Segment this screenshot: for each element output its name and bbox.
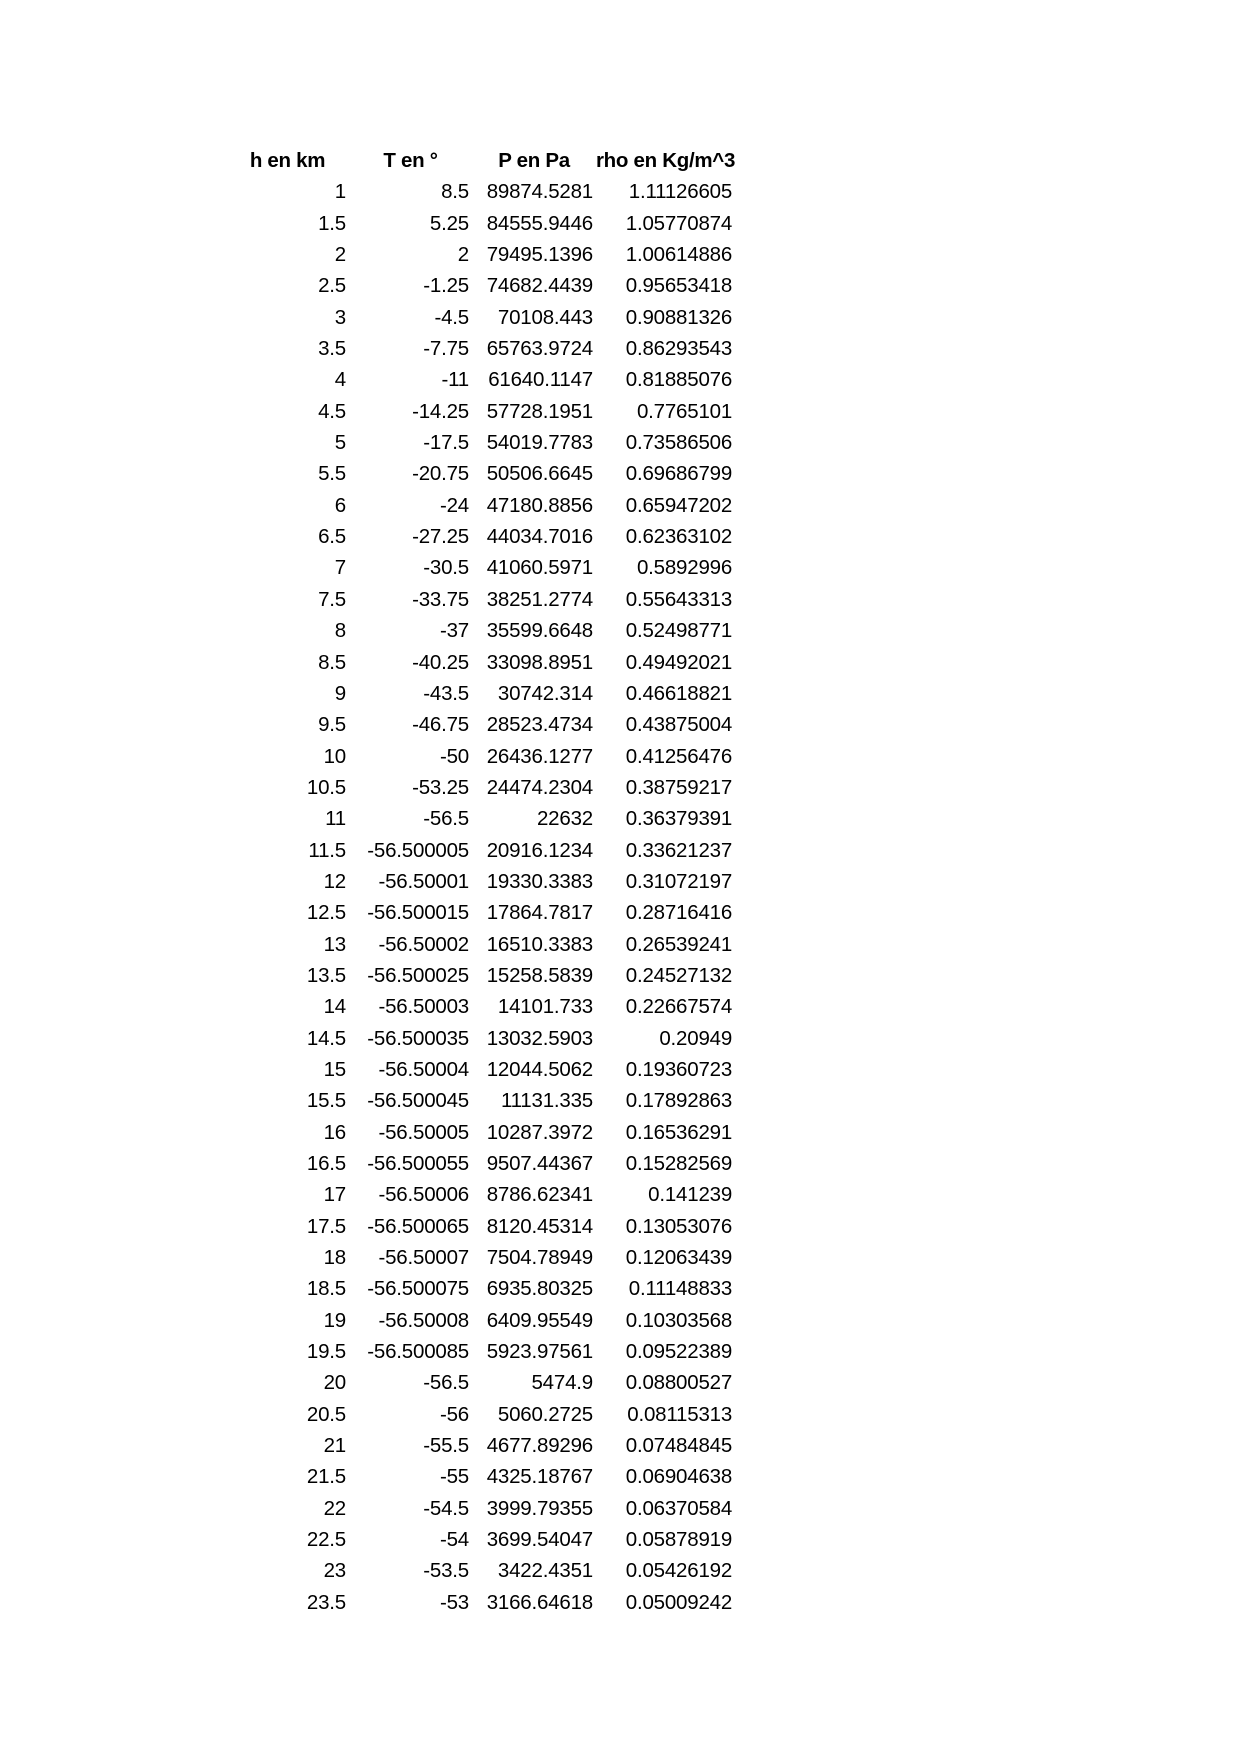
cell-density: 0.05426192 [625, 1559, 733, 1583]
cell-pressure: 5923.97561 [486, 1340, 593, 1364]
cell-pressure: 11131.335 [500, 1089, 593, 1113]
cell-density: 0.5892996 [636, 556, 733, 580]
cell-temperature: -54 [439, 1528, 469, 1552]
cell-temperature: 5.25 [429, 211, 469, 235]
table-row [226, 741, 735, 772]
table-row [226, 364, 735, 395]
table-row [226, 929, 735, 960]
cell-density: 0.49492021 [625, 650, 733, 674]
table-row [226, 1367, 735, 1398]
cell-pressure: 26436.1277 [486, 744, 593, 768]
table-row [226, 1430, 735, 1461]
cell-temperature: -14.25 [412, 399, 469, 423]
cell-density: 0.05878919 [625, 1528, 733, 1552]
cell-temperature: -20.75 [412, 462, 469, 486]
cell-temperature: -56.5 [423, 807, 469, 831]
cell-pressure: 6409.95549 [486, 1308, 593, 1332]
cell-pressure: 10287.3972 [486, 1120, 593, 1144]
table-row [226, 490, 735, 521]
cell-density: 1.11126605 [628, 180, 733, 204]
cell-pressure: 89874.5281 [486, 180, 593, 204]
cell-altitude: 9 [334, 681, 346, 705]
cell-density: 0.05009242 [625, 1590, 733, 1614]
cell-density: 1.05770874 [625, 211, 733, 235]
table-row [226, 772, 735, 803]
table-row [226, 1023, 735, 1054]
table-row [226, 1461, 735, 1492]
table-row [226, 960, 735, 991]
cell-altitude: 1.5 [318, 211, 346, 235]
cell-temperature: 2 [457, 243, 469, 267]
cell-altitude: 23 [323, 1559, 346, 1583]
cell-altitude: 5.5 [318, 462, 346, 486]
cell-temperature: -4.5 [434, 305, 469, 329]
table-row [226, 270, 735, 301]
cell-density: 0.95653418 [625, 274, 733, 298]
cell-density: 0.90881326 [625, 305, 733, 329]
cell-temperature: -56.50008 [378, 1308, 469, 1332]
cell-altitude: 18 [323, 1246, 346, 1270]
cell-altitude: 16 [323, 1120, 346, 1144]
cell-density: 0.36379391 [625, 807, 733, 831]
cell-temperature: -56.5 [423, 1371, 469, 1395]
data-table [226, 145, 735, 1618]
cell-pressure: 65763.9724 [486, 337, 593, 361]
cell-pressure: 3699.54047 [486, 1528, 593, 1552]
cell-density: 0.141239 [648, 1183, 733, 1207]
table-row [226, 1273, 735, 1304]
cell-altitude: 3 [334, 305, 346, 329]
cell-density: 0.62363102 [625, 525, 733, 549]
cell-pressure: 6935.80325 [486, 1277, 593, 1301]
table-row [226, 552, 735, 583]
table-row [226, 991, 735, 1022]
cell-pressure: 4325.18767 [486, 1465, 593, 1489]
cell-temperature: -27.25 [412, 525, 469, 549]
cell-altitude: 11 [325, 807, 346, 831]
cell-pressure: 4677.89296 [486, 1434, 593, 1458]
table-row [226, 1148, 735, 1179]
cell-altitude: 15 [323, 1057, 346, 1081]
cell-temperature: -7.75 [423, 337, 469, 361]
cell-altitude: 4 [334, 368, 346, 392]
header-pressure: P en Pa [498, 149, 570, 172]
table-row [226, 1524, 735, 1555]
cell-temperature: -33.75 [412, 587, 469, 611]
cell-temperature: -11 [441, 368, 469, 392]
cell-pressure: 17864.7817 [486, 901, 593, 925]
cell-temperature: -30.5 [423, 556, 469, 580]
cell-temperature: -55 [439, 1465, 469, 1489]
table-row [226, 521, 735, 552]
cell-density: 0.13053076 [625, 1214, 733, 1238]
cell-altitude: 9.5 [318, 713, 346, 737]
table-row [226, 1555, 735, 1586]
cell-temperature: -37 [439, 619, 469, 643]
table-row [226, 866, 735, 897]
cell-pressure: 50506.6645 [486, 462, 593, 486]
table-row [226, 458, 735, 489]
cell-pressure: 74682.4439 [486, 274, 593, 298]
cell-altitude: 21.5 [306, 1465, 346, 1489]
cell-density: 0.46618821 [625, 681, 733, 705]
cell-altitude: 7 [334, 556, 346, 580]
cell-temperature: -17.5 [423, 431, 469, 455]
cell-temperature: -56.500025 [367, 963, 469, 987]
cell-altitude: 5 [334, 431, 346, 455]
table-row [226, 1493, 735, 1524]
cell-altitude: 6 [334, 493, 346, 517]
table-row [226, 427, 735, 458]
cell-altitude: 8 [334, 619, 346, 643]
cell-temperature: -54.5 [423, 1496, 469, 1520]
cell-pressure: 5060.2725 [497, 1402, 593, 1426]
cell-pressure: 38251.2774 [486, 587, 593, 611]
cell-temperature: -53.25 [412, 775, 469, 799]
table-row [226, 1054, 735, 1085]
cell-density: 0.81885076 [625, 368, 733, 392]
cell-altitude: 12 [323, 869, 346, 893]
cell-temperature: -56.50003 [378, 995, 469, 1019]
header-altitude: h en km [249, 149, 326, 172]
cell-density: 0.12063439 [625, 1246, 733, 1270]
cell-altitude: 19.5 [306, 1340, 346, 1364]
table-row [226, 709, 735, 740]
cell-temperature: -40.25 [412, 650, 469, 674]
cell-altitude: 8.5 [318, 650, 346, 674]
cell-altitude: 7.5 [318, 587, 346, 611]
cell-density: 0.20949 [659, 1026, 733, 1050]
cell-density: 0.7765101 [636, 399, 733, 423]
table-row [226, 1085, 735, 1116]
cell-pressure: 54019.7783 [486, 431, 593, 455]
header-row [226, 145, 735, 176]
cell-altitude: 6.5 [318, 525, 346, 549]
cell-density: 0.43875004 [625, 713, 733, 737]
cell-temperature: -43.5 [423, 681, 469, 705]
cell-altitude: 1 [334, 180, 346, 204]
cell-temperature: -56.50007 [378, 1246, 469, 1270]
table-row [226, 1587, 735, 1618]
table-row [226, 302, 735, 333]
cell-pressure: 35599.6648 [486, 619, 593, 643]
cell-density: 0.33621237 [625, 838, 733, 862]
table-row [226, 803, 735, 834]
cell-altitude: 17.5 [306, 1214, 346, 1238]
table-row [226, 1242, 735, 1273]
cell-temperature: -56.500005 [367, 838, 469, 862]
cell-pressure: 19330.3383 [486, 869, 593, 893]
spreadsheet-page [226, 145, 735, 1618]
cell-altitude: 10 [323, 744, 346, 768]
cell-density: 0.22667574 [625, 995, 733, 1019]
cell-altitude: 19 [323, 1308, 346, 1332]
table-row [226, 208, 735, 239]
cell-temperature: -56.500055 [367, 1152, 469, 1175]
cell-pressure: 3166.64618 [486, 1590, 593, 1614]
cell-density: 0.09522389 [625, 1340, 733, 1364]
cell-pressure: 61640.1147 [488, 368, 593, 392]
cell-pressure: 22632 [536, 807, 593, 831]
cell-altitude: 3.5 [318, 337, 346, 361]
cell-pressure: 15258.5839 [486, 963, 593, 987]
cell-pressure: 24474.2304 [486, 775, 593, 799]
table-row [226, 678, 735, 709]
header-temperature: T en ° [383, 149, 438, 172]
cell-pressure: 20916.1234 [486, 838, 593, 862]
cell-density: 0.52498771 [625, 619, 733, 643]
cell-density: 0.69686799 [625, 462, 733, 486]
cell-temperature: -56.50002 [378, 932, 469, 956]
header-density: rho en Kg/m^3 [596, 149, 736, 172]
table-row [226, 1117, 735, 1148]
cell-density: 0.73586506 [625, 431, 733, 455]
cell-density: 0.11148833 [628, 1277, 733, 1301]
cell-altitude: 13 [323, 932, 346, 956]
cell-temperature: -56.500045 [367, 1089, 469, 1113]
cell-density: 0.10303568 [625, 1308, 733, 1332]
cell-altitude: 18.5 [306, 1277, 346, 1301]
cell-altitude: 14 [323, 995, 346, 1019]
cell-density: 1.00614886 [625, 243, 733, 267]
cell-temperature: -56.500065 [367, 1214, 469, 1238]
cell-altitude: 2 [334, 243, 346, 267]
table-row [226, 897, 735, 928]
cell-density: 0.06904638 [625, 1465, 733, 1489]
table-row [226, 835, 735, 866]
table-row [226, 396, 735, 427]
cell-altitude: 4.5 [318, 399, 346, 423]
cell-temperature: -1.25 [423, 274, 469, 298]
cell-pressure: 7504.78949 [486, 1246, 593, 1270]
cell-pressure: 3422.4351 [497, 1559, 593, 1583]
table-row [226, 1179, 735, 1210]
table-row [226, 333, 735, 364]
cell-temperature: -56.50004 [378, 1057, 469, 1081]
cell-altitude: 10.5 [306, 775, 346, 799]
cell-temperature: -56.500015 [367, 901, 469, 925]
table-body [226, 176, 735, 1618]
cell-pressure: 57728.1951 [486, 399, 593, 423]
cell-pressure: 12044.5062 [486, 1057, 593, 1081]
cell-density: 0.41256476 [625, 744, 733, 768]
table-row [226, 1305, 735, 1336]
cell-pressure: 33098.8951 [486, 650, 593, 674]
cell-density: 0.08800527 [625, 1371, 733, 1395]
cell-temperature: -56.50001 [378, 869, 469, 893]
cell-density: 0.19360723 [625, 1057, 733, 1081]
table-row [226, 647, 735, 678]
cell-pressure: 47180.8856 [486, 493, 593, 517]
cell-altitude: 16.5 [306, 1152, 346, 1175]
cell-pressure: 8786.62341 [486, 1183, 593, 1207]
table-row [226, 1399, 735, 1430]
cell-density: 0.55643313 [625, 587, 733, 611]
cell-altitude: 17 [323, 1183, 346, 1207]
cell-altitude: 12.5 [306, 901, 346, 925]
cell-altitude: 11.5 [308, 838, 346, 862]
cell-temperature: -53 [439, 1590, 469, 1614]
cell-altitude: 22 [323, 1496, 346, 1520]
cell-pressure: 84555.9446 [486, 211, 593, 235]
cell-pressure: 13032.5903 [486, 1026, 593, 1050]
cell-pressure: 3999.79355 [486, 1496, 593, 1520]
cell-temperature: -55.5 [423, 1434, 469, 1458]
table-row [226, 176, 735, 207]
cell-density: 0.65947202 [625, 493, 733, 517]
cell-density: 0.16536291 [625, 1120, 733, 1144]
cell-altitude: 20 [323, 1371, 346, 1395]
cell-pressure: 14101.733 [497, 995, 593, 1019]
cell-density: 0.17892863 [625, 1089, 733, 1113]
cell-temperature: -46.75 [412, 713, 469, 737]
cell-temperature: -56.500085 [367, 1340, 469, 1364]
table-row [226, 584, 735, 615]
cell-density: 0.08115313 [627, 1402, 733, 1426]
cell-temperature: -53.5 [423, 1559, 469, 1583]
cell-density: 0.86293543 [625, 337, 733, 361]
cell-temperature: -56.50006 [378, 1183, 469, 1207]
cell-temperature: -50 [439, 744, 469, 768]
cell-temperature: -24 [439, 493, 469, 517]
table-row [226, 1336, 735, 1367]
table-row [226, 239, 735, 270]
cell-temperature: 8.5 [441, 180, 469, 204]
cell-temperature: -56 [439, 1402, 469, 1426]
cell-pressure: 41060.5971 [486, 556, 593, 580]
table-row [226, 1211, 735, 1242]
cell-pressure: 44034.7016 [486, 525, 593, 549]
cell-altitude: 15.5 [306, 1089, 346, 1113]
cell-temperature: -56.500035 [367, 1026, 469, 1050]
cell-altitude: 22.5 [306, 1528, 346, 1552]
cell-altitude: 23.5 [306, 1590, 346, 1614]
cell-temperature: -56.500075 [367, 1277, 469, 1301]
cell-pressure: 70108.443 [497, 305, 593, 329]
cell-pressure: 8120.45314 [486, 1214, 593, 1238]
cell-pressure: 79495.1396 [486, 243, 593, 267]
cell-density: 0.26539241 [625, 932, 733, 956]
cell-density: 0.07484845 [625, 1434, 733, 1458]
cell-density: 0.38759217 [625, 775, 733, 799]
cell-altitude: 2.5 [318, 274, 346, 298]
cell-altitude: 13.5 [306, 963, 346, 987]
cell-density: 0.06370584 [625, 1496, 733, 1520]
cell-pressure: 5474.9 [531, 1371, 593, 1395]
cell-pressure: 16510.3383 [486, 932, 593, 956]
cell-temperature: -56.50005 [378, 1120, 469, 1144]
cell-altitude: 20.5 [306, 1402, 346, 1426]
table-row [226, 615, 735, 646]
cell-altitude: 21 [323, 1434, 346, 1458]
cell-density: 0.28716416 [625, 901, 733, 925]
cell-density: 0.31072197 [625, 869, 733, 893]
cell-pressure: 28523.4734 [486, 713, 593, 737]
cell-density: 0.15282569 [625, 1152, 733, 1175]
cell-pressure: 9507.44367 [486, 1152, 593, 1175]
cell-pressure: 30742.314 [497, 681, 593, 705]
cell-density: 0.24527132 [625, 963, 733, 987]
cell-altitude: 14.5 [306, 1026, 346, 1050]
